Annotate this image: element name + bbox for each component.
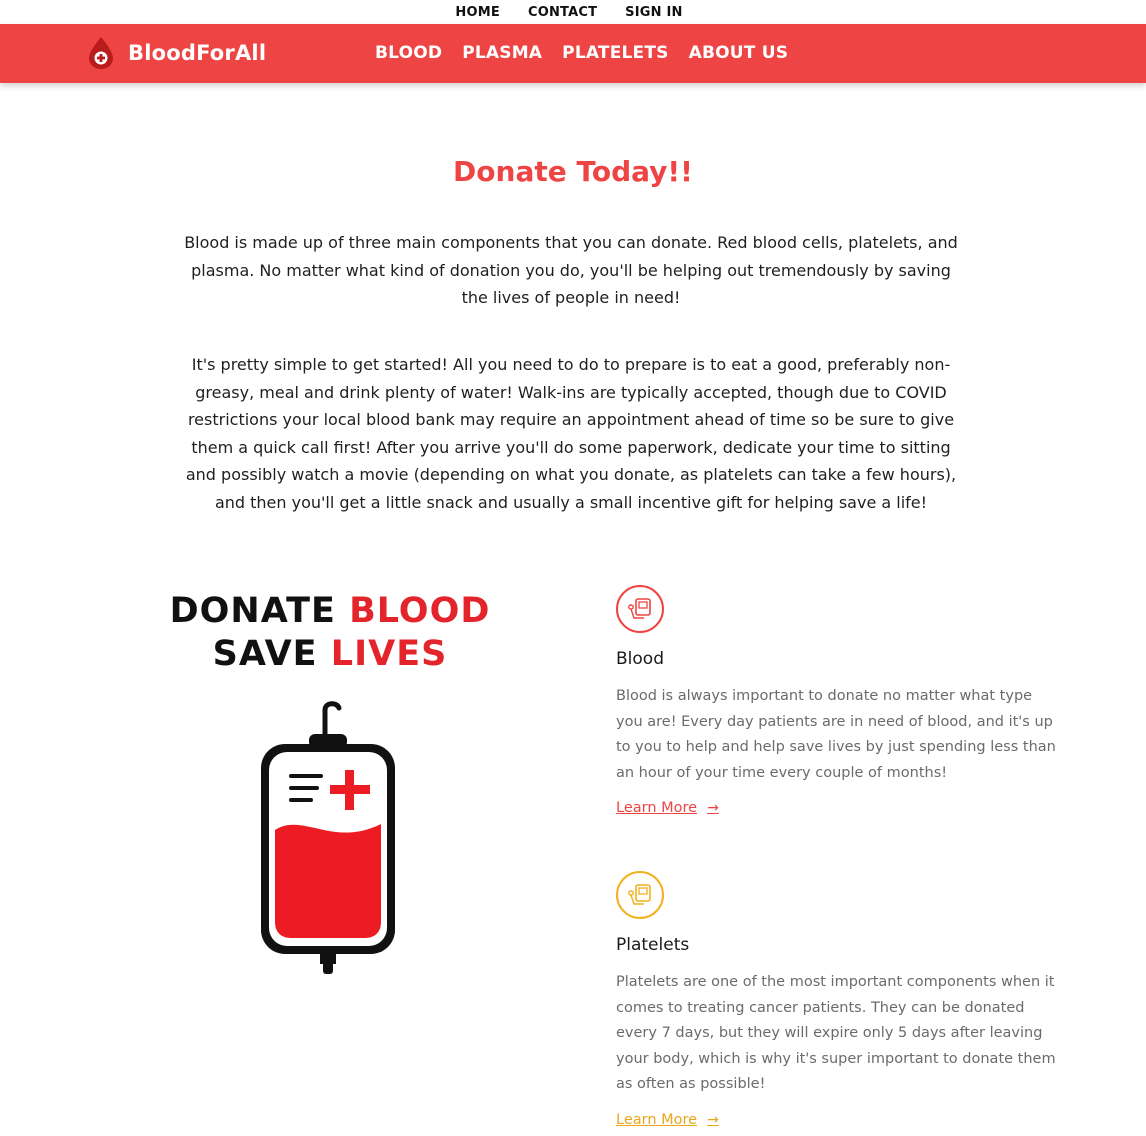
feature-description: Platelets are one of the most important components when it comes to treating cancer patients. They can be donated every 7 days, but they will expire only 5 days after leaving your body, which is why it's super important to donate them as often as possible!: [616, 974, 1056, 1092]
donate-blood-poster: [165, 590, 495, 990]
feature-title: Blood: [616, 649, 664, 669]
poster-line-2: [165, 633, 495, 676]
main-navbar: [0, 24, 1146, 83]
arrow-right-icon: →: [707, 800, 719, 816]
top-utility-bar: [0, 0, 1146, 24]
feature-description: Blood is always important to donate no matter what type you are! Every day patients are in need of blood, and it's up to you to help and help save lives by just spending less than an hour of your time every couple of months!: [616, 688, 1056, 781]
nav-blood[interactable]: BLOOD: [375, 43, 443, 63]
contact-link[interactable]: CONTACT: [527, 4, 598, 20]
poster-word-blood: BLOOD: [349, 591, 491, 631]
learn-more-label: Learn More: [616, 1111, 698, 1128]
poster-line-1: [165, 590, 495, 633]
nav-about-us[interactable]: ABOUT US: [688, 43, 789, 63]
sign-in-link[interactable]: SIGN IN: [625, 4, 683, 20]
learn-more-label: Learn More: [616, 800, 698, 816]
primary-nav: [375, 43, 788, 63]
brand-name: BloodForAll: [128, 41, 267, 65]
getting-started-paragraph: It's pretty simple to get started! All you need to do to prepare is to eat a good, preferably non-greasy, meal and drink plenty of water! Walk-ins are typically accepted, though due to COVID restrictions your local blood bank may require an appointment ahead of time so be sure to give them a quick call first! After you arrive you'll do some paperwork, dedicate your time to sitting and possibly watch a movie (depending on what you donate, as platelets can take a few hours), and then you'll get a little snack and usually a small incentive gift for helping save a life!: [185, 355, 957, 512]
home-link[interactable]: HOME: [455, 4, 500, 20]
learn-more-platelets-link[interactable]: [616, 1112, 719, 1128]
learn-more-blood-link[interactable]: [616, 800, 719, 816]
poster-word-lives: LIVES: [330, 634, 448, 674]
donation-monitor-icon: [616, 585, 664, 633]
feature-title: Platelets: [616, 935, 690, 955]
blood-bag-icon: [253, 700, 403, 980]
nav-platelets[interactable]: PLATELETS: [562, 43, 669, 63]
page-title: Donate Today!!: [453, 155, 693, 188]
poster-word-save: SAVE: [212, 634, 318, 674]
nav-plasma[interactable]: PLASMA: [462, 43, 543, 63]
arrow-right-icon: →: [707, 1111, 719, 1128]
blood-drop-icon: [86, 36, 116, 70]
donation-monitor-icon: [616, 871, 664, 919]
feature-platelets: [616, 871, 1056, 1128]
feature-blood: [616, 585, 1056, 816]
poster-word-donate: DONATE: [169, 591, 336, 631]
brand-logo-link[interactable]: [86, 36, 266, 70]
intro-paragraph: Blood is made up of three main components that you can donate. Red blood cells, platelets, and plasma. No matter what kind of donation you do, you'll be helping out tremendously by saving the lives of people in need!: [184, 233, 958, 307]
